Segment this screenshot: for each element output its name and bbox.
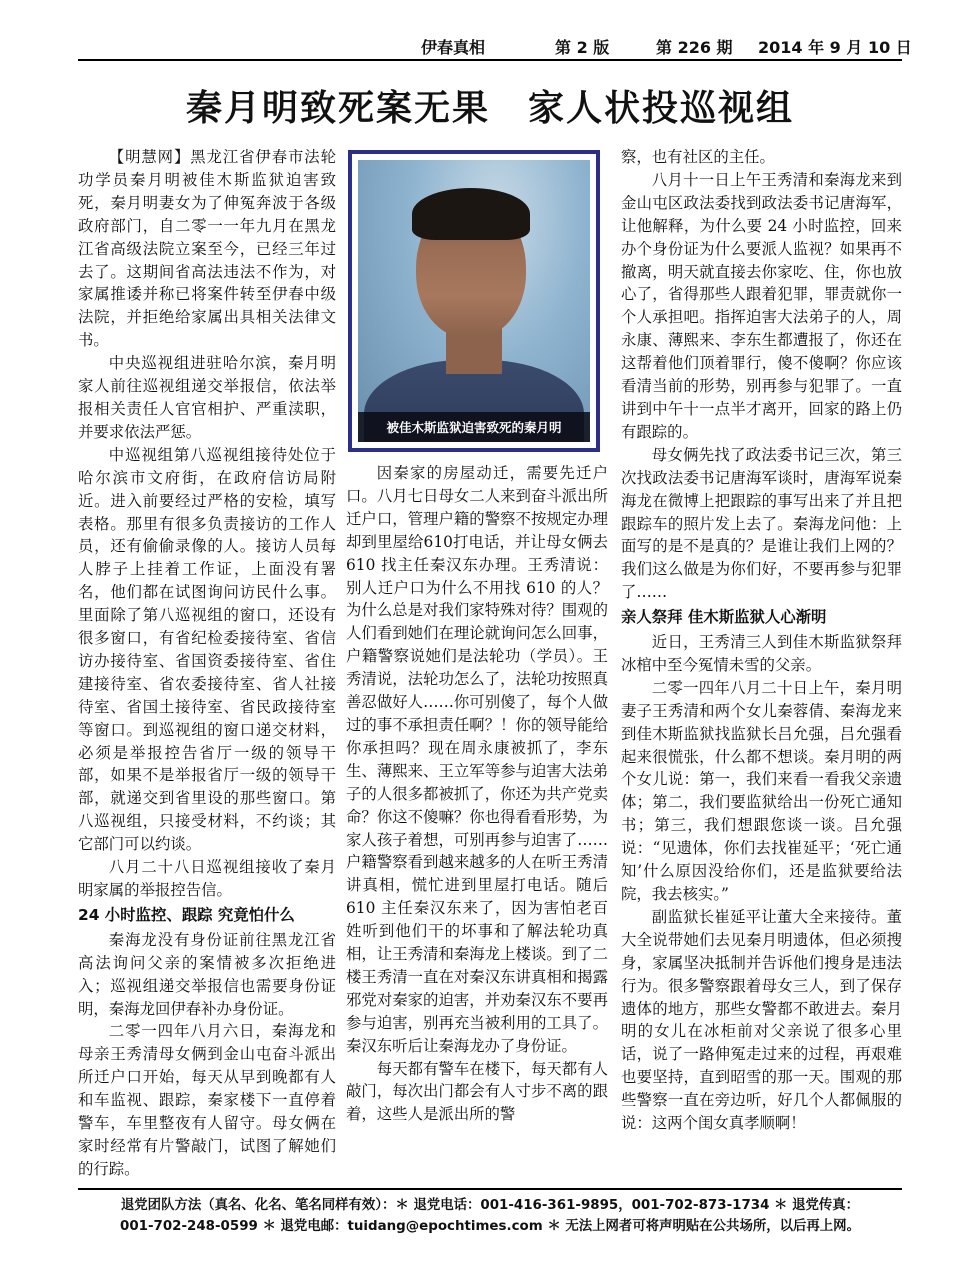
photo-hair <box>412 188 530 240</box>
footer <box>78 1195 902 1237</box>
headline: 秦月明致死案无果 家人状投巡视组 <box>185 88 794 129</box>
masthead <box>78 32 912 58</box>
article-column-3 <box>621 146 902 1135</box>
paragraph: 【明慧网】黑龙江省伊春市法轮功学员秦月明被佳木斯监狱迫害致死，秦月明妻女为了伸冤奔波于各级政府部门，自二零一一年九月在黑龙江省高级法院立案至今，已经三年过去了。这期间省高法违法不作为，对家属推诿并称已将案件转至伊春中级法院，并拒绝给家属出具相关法律文书。 <box>78 148 336 350</box>
paragraph: 八月二十八日巡视组接收了秦月明家属的举报控告信。 <box>78 858 336 899</box>
paper-name: 伊春真相 <box>421 38 486 57</box>
page-number: 第 2 版 <box>555 38 610 57</box>
paragraph: 母女俩先找了政法委书记三次，第三次找政法委书记唐海军谈时，唐海军说秦海龙在微博上把跟踪的事写出来了并且把跟踪车的照片发上去了。秦海龙问他：上面写的是不是真的？是谁让我们上网的？我们这么做是为你们好，不要再参与犯罪了…… <box>621 445 902 602</box>
paragraph: 八月十一日上午王秀清和秦海龙来到金山屯区政法委找到政法委书记唐海军，让他解释，为什么要 24 小时监控，回来办个身份证为什么要派人监视？如果再不撤离，明天就直接去你家吃、住，你也放心了，省得那些人跟着犯罪，罪责就你一个人承担吧。指挥迫害大法弟子的人，周永康、薄熙来、李东生都遭报了，你还在这帮着他们顶着罪行，傻不傻啊？你应该看清当前的形势，别再参与犯罪了。一直讲到中午十一点半才离开，回家的路上仍有跟踪的。 <box>621 170 902 441</box>
article-column-1 <box>78 146 336 1181</box>
paragraph: 秦海龙没有身份证前往黑龙江省高法询问父亲的案情被多次拒绝进入；巡视组递交举报信也需要身份证明，秦海龙回伊春补办身份证。 <box>78 930 336 1018</box>
issue-date: 2014 年 9 月 10 日 <box>758 38 912 57</box>
footer-line-1: 退党团队方法（真名、化名、笔名同样有效）：＊ 退党电话：001-416-361-9895，001-702-873-1734 ＊ 退党传真： <box>120 1198 860 1213</box>
paragraph: 近日，王秀清三人到佳木斯监狱祭拜冰棺中至今冤情未雪的父亲。 <box>621 633 902 674</box>
footer-line-2: 001-702-248-0599 ＊ 退党电邮：tuidang@epochtimes.com ＊ 无法上网者可将声明贴在公共场所，以后再上网。 <box>120 1219 860 1234</box>
paragraph: 二零一四年八月六日，秦海龙和母亲王秀清母女俩到金山屯奋斗派出所迁户口开始，每天从早到晚都有人和车监视、跟踪，秦家楼下一直停着警车，车里整夜有人留守。母女俩在家时经常有片警敲门，试图了解她们的行踪。 <box>78 1022 336 1178</box>
paragraph: 因秦家的房屋动迁，需要先迁户口。八月七日母女二人来到奋斗派出所迁户口，管理户籍的警察不按规定办理却到里屋给610打电话，并让母女俩去 610 找主任秦汉东办理。王秀清说：别人迁户口为什么不用找 610 的人？为什么总是对我们家特殊对待？围观的人们看到她们在理论就询问怎么回事，户籍警察说她们是法轮功（学员）。王秀清说，法轮功怎么了，法轮功按照真善忍做好人……你可别傻了，每个人做过的事不承担责任啊？！你的领导能给你承担吗？现在周永康被抓了，李东生、薄熙来、王立军等参与迫害大法弟子的人很多都被抓了，你还为共产党卖命？你这不傻嘛？你也得看看形势，为家人孩子着想，可别再参与迫害了……户籍警察看到越来越多的人在听王秀清讲真相，慌忙进到里屋打电话。随后 610 主任秦汉东来了，因为害怕老百姓听到他们干的坏事和了解法轮功真相，让王秀清和秦海龙上楼谈。到了二楼王秀清一直在对秦汉东讲真相和揭露邪党对秦家的迫害，并劝秦汉东不要再参与迫害，别再充当被利用的工具了。秦汉东听后让秦海龙办了身份证。 <box>346 464 608 1055</box>
photo-caption: 被佳木斯监狱迫害致死的秦月明 <box>386 420 562 435</box>
issue-number: 第 226 期 <box>656 38 733 57</box>
article-column-2 <box>346 462 608 1126</box>
top-rule <box>78 59 902 61</box>
portrait-photo <box>358 160 590 442</box>
section-heading: 24 小时监控、跟踪 究竟怕什么 <box>78 905 295 924</box>
paragraph: 中巡视组第八巡视组接待处位于哈尔滨市文府街，在政府信访局附近。进入前要经过严格的安检，填写表格。那里有很多负责接访的工作人员，还有偷偷录像的人。接访人员每人脖子上挂着工作证，上面没有署名，他们都在试图询问访民什么事。里面除了第八巡视组的窗口，还设有很多窗口，有省纪检委接待室、省信访办接待室、省国资委接待室、省住建接待室、省农委接待室、省人社接待室、省国土接待室、省民政接待室等窗口。到巡视组的窗口递交材料，必须是举报控告省厅一级的领导干部，如果不是举报省厅一级的领导干部，就递交到省里设的那些窗口。第八巡视组，只接受材料，不约谈；其它部门可以约谈。 <box>78 445 336 854</box>
paragraph: 每天都有警车在楼下，每天都有人敲门，每次出门都会有人寸步不离的跟着，这些人是派出所的警 <box>346 1059 608 1124</box>
portrait-photo-frame <box>348 150 600 452</box>
paragraph: 察，也有社区的主任。 <box>621 148 775 166</box>
paragraph: 中央巡视组进驻哈尔滨，秦月明家人前往巡视组递交举报信，依法举报相关责任人官官相护、严重渎职，并要求依法严惩。 <box>78 354 336 441</box>
paragraph: 二零一四年八月二十日上午，秦月明妻子王秀清和两个女儿秦蓉倩、秦海龙来到佳木斯监狱找监狱长吕允强，吕允强看起来很慌张，什么都不想谈。秦月明的两个女儿说：第一，我们来看一看我父亲遗体；第二，我们要监狱给出一份死亡通知书；第三，我们想跟您谈一谈。吕允强说：“见遗体，你们去找崔延平；‘死亡通知’什么原因没给你们，还是监狱要给法院，我去核实。” <box>621 678 902 903</box>
paragraph: 副监狱长崔延平让董大全来接待。董大全说带她们去见秦月明遗体，但必须搜身，家属坚决抵制并告诉他们搜身是违法行为。很多警察跟着母女三人，到了保存遗体的地方，那些女警都不敢进去。秦月明的女儿在冰柜前对父亲说了很多心里话，说了一路伸冤走过来的过程，再艰难也要坚持，直到昭雪的那一天。围观的那些警察一直在旁边听，好几个人都佩服的说：这两个闺女真孝顺啊！ <box>621 907 902 1133</box>
bottom-rule <box>78 1188 902 1190</box>
section-heading: 亲人祭拜 佳木斯监狱人心渐明 <box>621 608 827 627</box>
